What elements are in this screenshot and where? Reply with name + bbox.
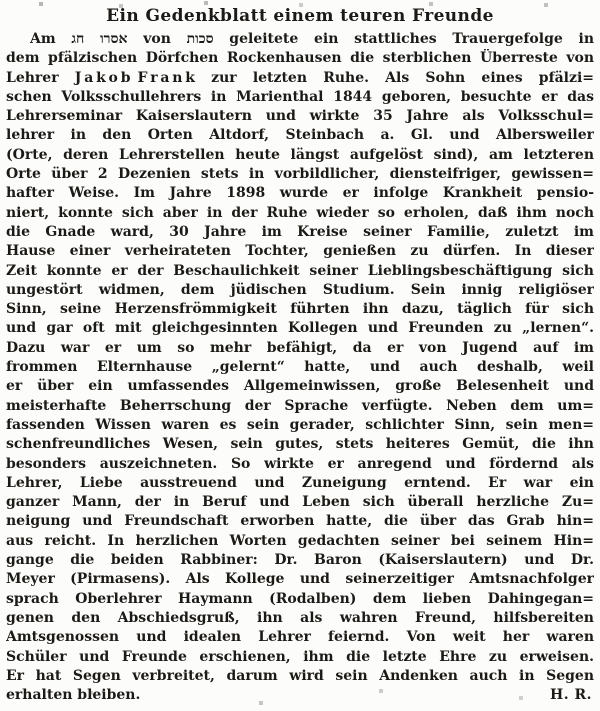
text-line: frommen Elternhause „gelernt“ hatte, und auch deshalb, weil — [6, 359, 594, 376]
closing-line — [6, 686, 594, 705]
text-line: genen den Abschiedsgruß, ihn als wahren Freund, hilfsbereiten — [6, 609, 594, 626]
text-line: niert, konnte sich aber in der Ruhe wieder so erholen, daß ihm noch — [6, 204, 594, 221]
text-line: hafter Weise. Im Jahre 1898 wurde er infolge Krankheit pensio- — [6, 185, 594, 202]
text-line: sprach Oberlehrer Haymann (Rodalben) dem lieben Dahingegan= — [6, 590, 594, 607]
text-line: Er hat Segen verbreitet, darum wird sein Andenken auch in Segen — [6, 667, 594, 684]
text-line: fassenden Wissen waren es sein gerader, schlichter Sinn, sein men= — [6, 416, 594, 433]
text-line: (Orte, deren Lehrerstellen heute längst aufgelöst sind), am letzteren — [6, 146, 594, 163]
text-line: lehrer in den Orten Altdorf, Steinbach a. Gl. und Albersweiler — [6, 127, 594, 144]
article-title: Ein Gedenkblatt einem teuren Freunde — [106, 6, 494, 26]
scan-noise-specks — [0, 2, 2, 4]
text-line: ganzer Mann, der in Beruf und Leben sich überall herzliche Zu= — [6, 494, 594, 511]
text-line: Hause einer verheirateten Tochter, genießen zu dürfen. In dieser — [6, 243, 594, 260]
text-line: aus reicht. In herzlichen Worten gedachten seiner bei seinem Hin= — [6, 532, 594, 549]
text-line: Dazu war er um so mehr befähigt, da er von Jugend auf im — [6, 339, 594, 356]
text-line: die Gnade ward, 30 Jahre im Kreise seiner Familie, zuletzt im — [6, 223, 594, 240]
text-line: gange die beiden Rabbiner: Dr. Baron (Kaiserslautern) und Dr. — [6, 552, 594, 569]
text-line: Schüler und Freunde erschienen, ihm die letzte Ehre zu erweisen. — [6, 648, 594, 665]
closing-text: erhalten bleiben. — [6, 687, 141, 704]
text-line: dem pfälzischen Dörfchen Rockenhausen die sterblichen Überreste von — [6, 50, 594, 67]
text-line: Lehrer J a k o b F r a n k zur letzten Ruhe. Als Sohn eines pfälzi= — [6, 69, 594, 86]
text-line: schenfreundliches Wesen, sein gutes, stets heiteres Gemüt, die ihn — [6, 436, 594, 453]
text-line: ungestört widmen, dem jüdischen Studium. Sein innig religiöser — [6, 281, 594, 298]
text-line: er über ein umfassendes Allgemeinwissen, große Belesenheit und — [6, 378, 594, 395]
text-line: Orte über 2 Dezenien stets in vorbildlicher, diensteifriger, gewissen= — [6, 166, 594, 183]
text-line: Amtsgenossen und idealen Lehrer feiernd. Von weit her waren — [6, 629, 594, 646]
text-line: Sinn, seine Herzensfrömmigkeit führten ihn dazu, täglich für sich — [6, 301, 594, 318]
text-line: neigung und Freundschaft erworben hatte, die über das Grab hin= — [6, 513, 594, 530]
text-line: Zeit konnte er der Beschaulichkeit seiner Lieblingsbeschäftigung sich — [6, 262, 594, 279]
text-line: meisterhafte Beherrschung der Sprache verfügte. Neben dem um= — [6, 397, 594, 414]
text-line: Am אסרו חג von סכות geleitete ein stattliches Trauergefolge in — [30, 31, 594, 47]
text-line: und gar oft mit gleichgesinnten Kollegen und Freunden zu „lernen“. — [6, 320, 594, 337]
article-body — [6, 30, 594, 686]
text-line: Lehrer, Liebe ausstreuend und Zuneigung erntend. Er war ein — [6, 474, 594, 491]
author-initials: H. R. — [550, 687, 592, 704]
text-line: besonders auszeichneten. So wirkte er anregend und fördernd als — [6, 455, 594, 472]
text-line: schen Volksschullehrers in Marienthal 1844 geboren, besuchte er das — [6, 88, 594, 105]
text-line: Lehrerseminar Kaiserslautern und wirkte 35 Jahre als Volksschul= — [6, 108, 594, 125]
text-line: Meyer (Pirmasens). Als Kollege und seinerzeitiger Amtsnachfolger — [6, 571, 594, 588]
